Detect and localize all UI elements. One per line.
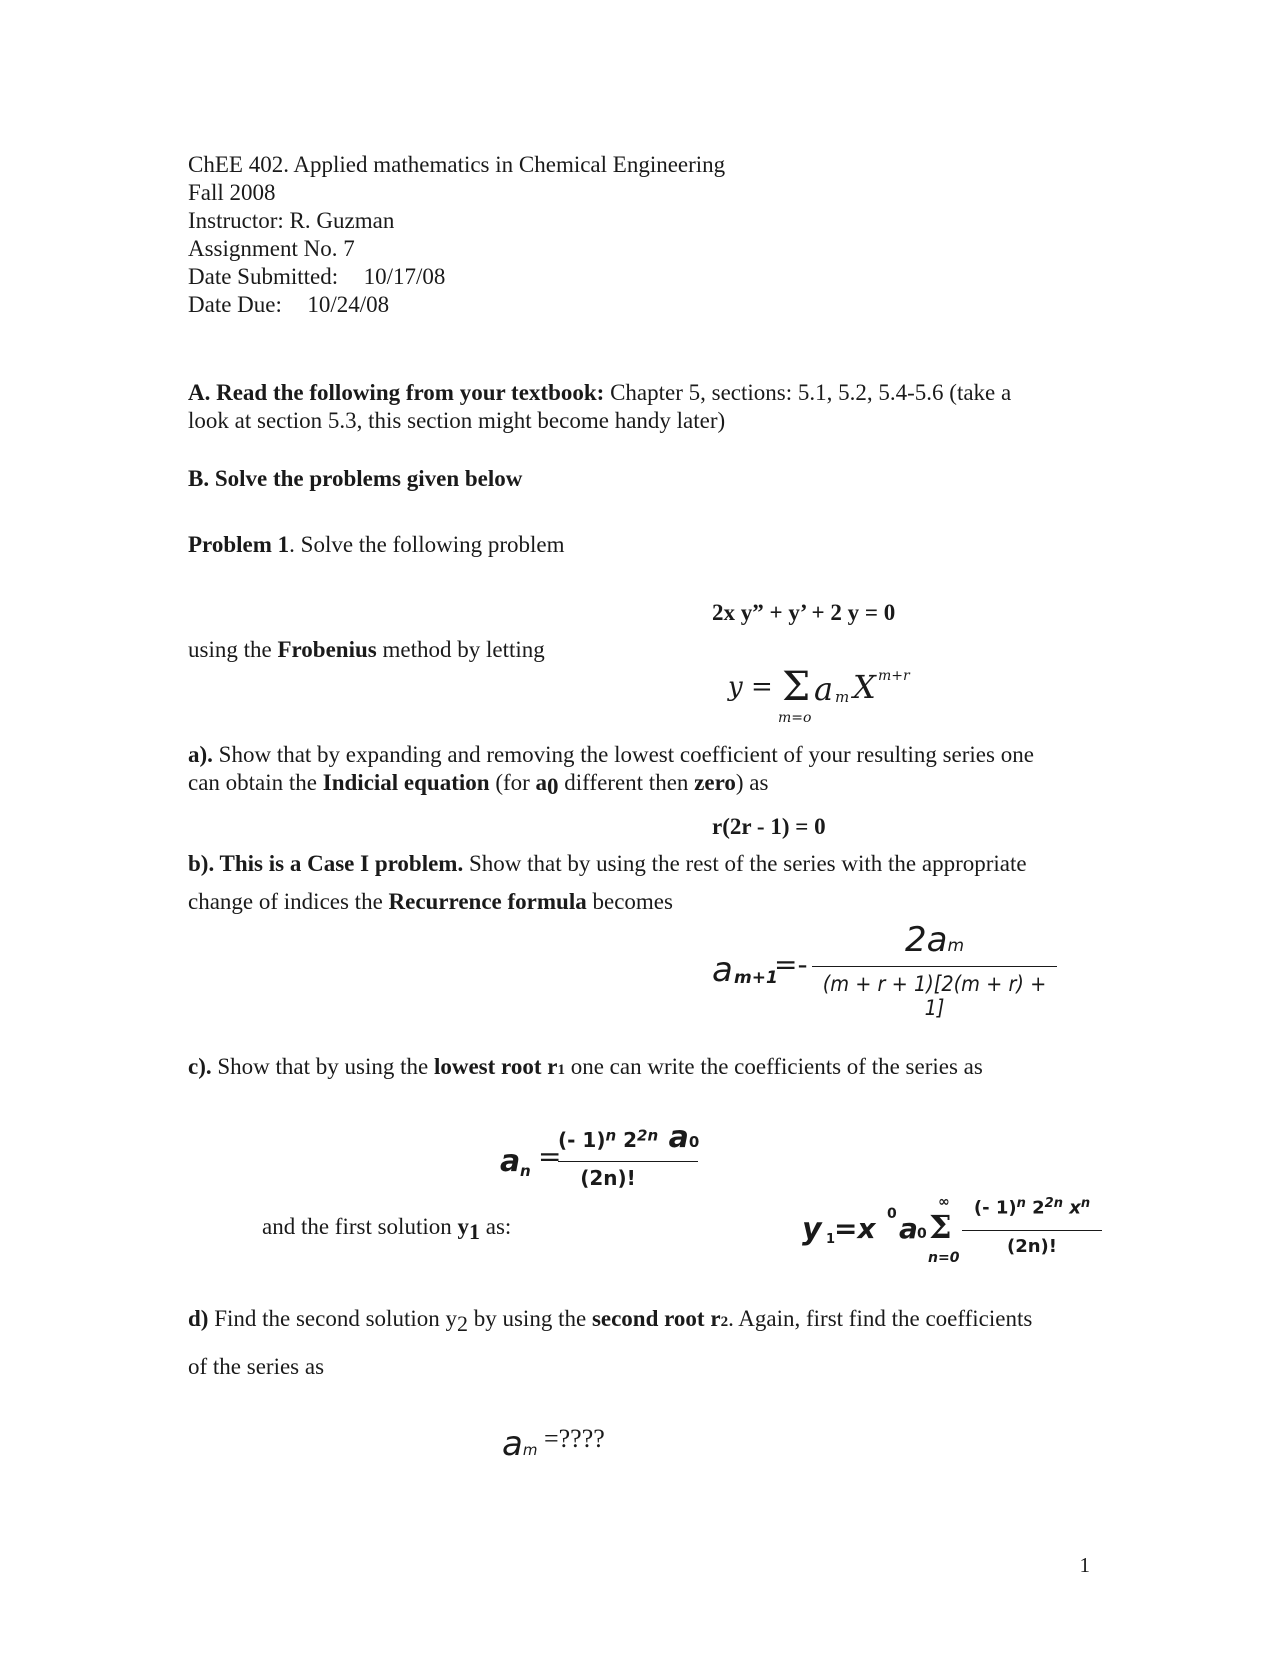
recurrence-numerator-text: 2a (904, 920, 948, 960)
part-b-bold: Recurrence formula (388, 889, 587, 914)
an-num-a: a (658, 1120, 689, 1155)
an-num-base: (- 1) (558, 1128, 606, 1152)
y1-exp: 0 (887, 1206, 897, 1222)
date-submitted (188, 263, 445, 291)
y1-sub: 1 (826, 1232, 836, 1247)
y1-num-exp1: n (1016, 1196, 1026, 1211)
series-lhs: y = (728, 672, 773, 702)
recurrence-denominator: (m + r + 1)[2(m + r) + 1] (822, 972, 1047, 1020)
series-lower: m=o (778, 710, 812, 726)
y1-lhs: y (802, 1212, 822, 1247)
an-num-mid: 2 (616, 1128, 638, 1152)
am-sub: m (522, 1441, 538, 1459)
part-a-label: a). (188, 742, 213, 767)
part-d-mid: by using the (467, 1306, 592, 1331)
first-solution-line (262, 1213, 512, 1244)
y1-a: a (899, 1212, 918, 1245)
part-a-bold2: zero (694, 770, 736, 795)
part-d-post: . Again, first find the coefficients (728, 1306, 1033, 1331)
an-lhs: a (500, 1144, 521, 1179)
part-c-post: one can write the coefficients of the series as (564, 1054, 983, 1079)
course-title: ChEE 402. Applied mathematics in Chemical Engineering (188, 152, 726, 177)
instructor: Instructor: R. Guzman (188, 208, 395, 233)
part-b-text1: Show that by using the rest of the series with the appropriate (463, 851, 1027, 876)
part-a-a0-sub: 0 (547, 774, 559, 799)
y1-mid: =x (834, 1212, 876, 1245)
an-num-exp1: n (605, 1126, 617, 1145)
y1-num-base: (- 1) (973, 1197, 1017, 1219)
page-number: 1 (1079, 1553, 1090, 1577)
problem1-intro (188, 531, 564, 559)
y1-fraction-bar (962, 1230, 1102, 1231)
section-b-heading: B. Solve the problems given below (188, 466, 523, 491)
recurrence-formula (712, 920, 1072, 1020)
y1-num-x: x (1062, 1197, 1081, 1219)
part-d-line2: of the series as (188, 1354, 325, 1379)
series-exp: m+r (878, 668, 910, 684)
part-d-sub: 2 (456, 1311, 468, 1336)
an-denominator: (2n)! (580, 1166, 636, 1190)
y1-a-sub: 0 (917, 1226, 927, 1242)
part-a-mid2: different then (558, 770, 695, 795)
date-due-label: Date Due: (188, 292, 282, 317)
part-a-post: ) as (735, 770, 769, 795)
frobenius-pre: using the (188, 637, 278, 662)
part-d-bold: second root r (591, 1306, 721, 1331)
part-b-post: becomes (586, 889, 673, 914)
an-numerator (558, 1120, 698, 1155)
first-solution-pre: and the first solution (262, 1214, 458, 1239)
frobenius-post: method by letting (376, 637, 545, 662)
section-a-line1 (188, 379, 1011, 407)
part-c-pre: Show that by using the (211, 1054, 434, 1079)
date-submitted-value: 10/17/08 (363, 264, 446, 289)
date-due (188, 291, 389, 319)
recurrence-lhs-sub: m+1 (734, 968, 778, 988)
series-sigma: Σ (782, 664, 811, 710)
part-d-pre: Find the second solution y (208, 1306, 457, 1331)
section-a-line2: look at section 5.3, this section might become handy later) (188, 408, 726, 433)
problem1-intro-text: . Solve the following problem (289, 532, 565, 557)
y1-formula (802, 1196, 1102, 1276)
date-submitted-label: Date Submitted: (188, 264, 339, 289)
an-eqsign: = (538, 1140, 562, 1173)
recurrence-fraction-bar (812, 966, 1057, 967)
first-solution-post: as: (479, 1214, 512, 1239)
y1-sigma: Σ (929, 1208, 952, 1246)
series-x: X (853, 668, 876, 706)
an-formula (500, 1120, 720, 1205)
term: Fall 2008 (188, 180, 276, 205)
series-a: a (814, 670, 834, 708)
part-b-label: b). This is a Case I problem. (188, 851, 464, 876)
recurrence-lhs: a (712, 950, 733, 990)
part-d-bold-sub: 2 (720, 1314, 729, 1330)
part-a-pre: can obtain the (188, 770, 323, 795)
part-c-bold-sub: 1 (557, 1062, 565, 1078)
ode-equation: 2x y” + y’ + 2 y = 0 (712, 600, 896, 625)
part-a-line2 (188, 769, 768, 797)
assignment-number: Assignment No. 7 (188, 236, 355, 261)
part-a-line1 (188, 741, 1034, 769)
indicial-equation: r(2r - 1) = 0 (712, 814, 826, 839)
an-fraction-bar (558, 1161, 698, 1162)
date-due-value: 10/24/08 (307, 292, 390, 317)
first-solution-y: y (457, 1214, 469, 1239)
part-c-bold: lowest root r (433, 1054, 558, 1079)
y1-num-exp2: 2n (1044, 1196, 1063, 1211)
part-c-label: c). (188, 1054, 212, 1079)
y1-upper: ∞ (938, 1194, 950, 1210)
frobenius-bold: Frobenius (277, 637, 377, 662)
first-solution-y-sub: 1 (468, 1219, 480, 1244)
am-formula (502, 1424, 605, 1464)
part-a-a0: a (535, 770, 548, 795)
an-num-a-sub: 0 (688, 1133, 700, 1151)
part-b-line1 (188, 850, 1027, 878)
part-a-bold: Indicial equation (322, 770, 490, 795)
y1-numerator (962, 1196, 1102, 1218)
an-num-exp2: 2n (637, 1126, 659, 1145)
part-b-line2 (188, 888, 673, 916)
problem1-label: Problem 1 (188, 532, 290, 557)
recurrence-eqsign: =- (774, 948, 808, 981)
section-a-lead: A. Read the following from your textbook: (188, 380, 605, 405)
am-lhs: a (502, 1424, 523, 1464)
y1-lower: n=0 (928, 1250, 960, 1266)
part-a-text1: Show that by expanding and removing the lowest coefficient of your resulting series one (212, 742, 1034, 767)
part-c-line (188, 1053, 983, 1084)
recurrence-numerator-sub: m (947, 936, 965, 956)
y1-num-exp3: n (1080, 1196, 1091, 1211)
series-definition (728, 660, 928, 730)
frobenius-line (188, 636, 545, 664)
series-a-sub: m (835, 688, 850, 706)
section-a-text1: Chapter 5, sections: 5.1, 5.2, 5.4-5.6 (take a (604, 380, 1012, 405)
part-d-line1 (188, 1305, 1032, 1336)
y1-num-mid: 2 (1025, 1197, 1045, 1219)
part-a-mid: (for (489, 770, 536, 795)
part-d-label: d) (188, 1306, 209, 1331)
an-sub: n (520, 1162, 531, 1180)
am-rhs: =???? (537, 1424, 605, 1453)
recurrence-numerator (812, 920, 1057, 960)
part-b-pre: change of indices the (188, 889, 389, 914)
y1-denominator: (2n)! (1006, 1236, 1057, 1257)
